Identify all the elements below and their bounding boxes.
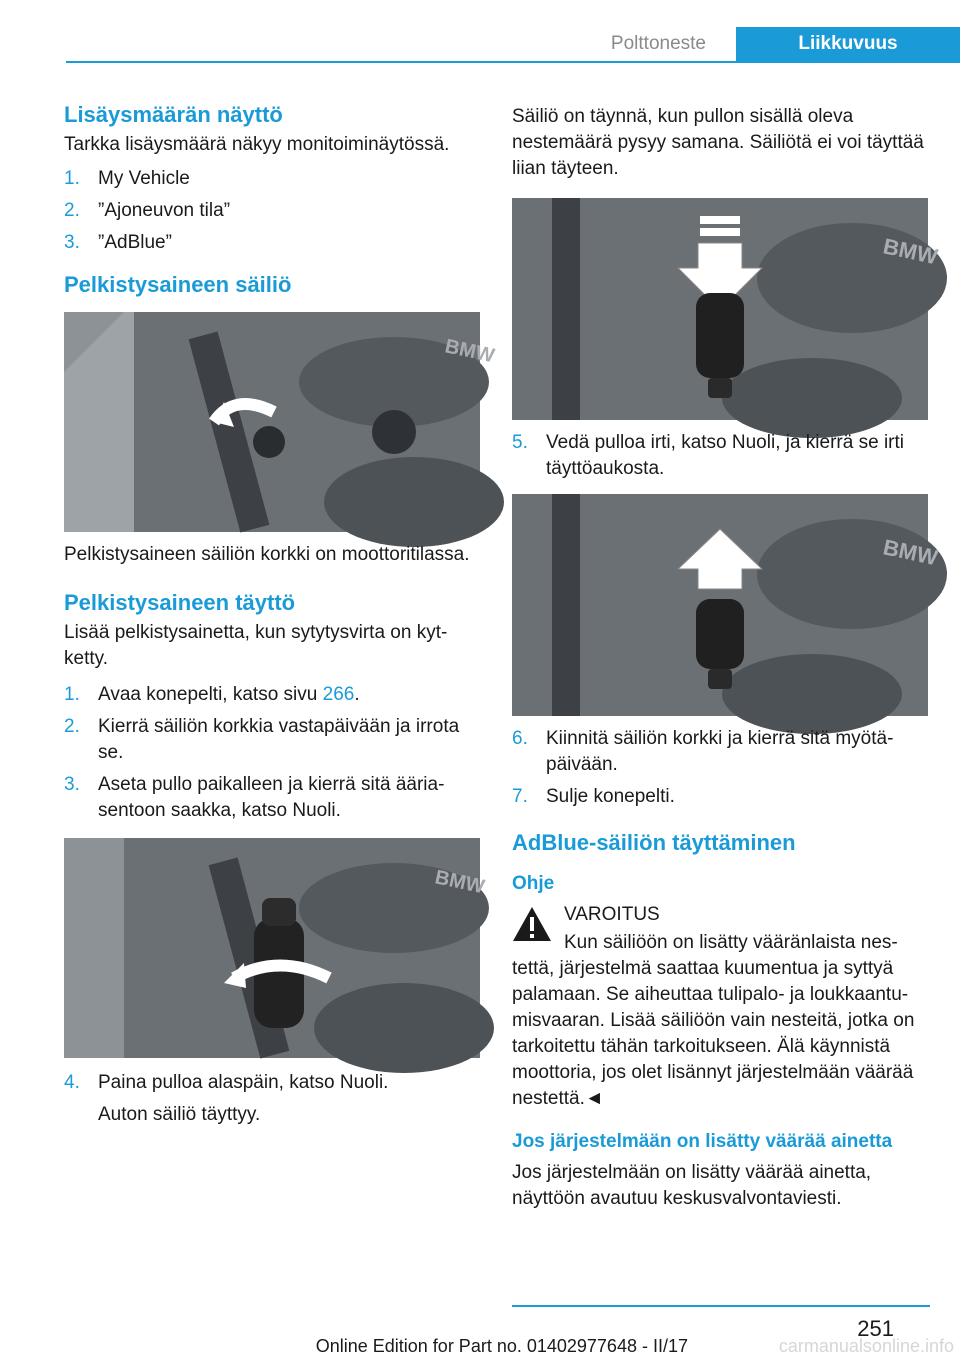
warning-heading: VAROITUS: [564, 904, 660, 925]
step-text: Sulje konepelti.: [546, 786, 675, 807]
step-number: 1.: [64, 168, 80, 189]
step-text: Paina pulloa alaspäin, katso Nuoli.: [98, 1072, 389, 1093]
bmw-engine-label: BMW: [432, 866, 487, 899]
step-number: 3.: [64, 774, 80, 795]
list-item: [512, 430, 928, 482]
list-item: [64, 682, 480, 708]
step-text: My Vehicle: [98, 168, 190, 189]
engine-bay-photo-cap: [64, 312, 497, 532]
step-subtext: Auton säiliö täyttyy.: [98, 1104, 261, 1125]
bmw-engine-label: BMW: [880, 534, 940, 571]
bmw-engine-label: BMW: [442, 335, 497, 368]
step-text-end: .: [354, 684, 360, 705]
footer-divider: [512, 1305, 930, 1307]
edition-text: Online Edition for Part no. 01402977648 - II/17: [315, 1336, 688, 1356]
bmw-engine-label: BMW: [880, 233, 940, 270]
step-number: 2.: [64, 200, 80, 221]
tab-liikkuvuus[interactable]: Liikkuvuus: [736, 27, 960, 61]
engine-bay-photo-pull-up: [512, 494, 940, 714]
list-item: [512, 726, 928, 778]
list-item: [64, 772, 480, 824]
warning-text: Kun säiliöön on lisätty vääränlaista nestettä, järjestelmä saattaa kuumentua ja syttyä palamaan. Se aiheuttaa tulipalo- ja loukkaantumisvaaran. Lisää säiliöön vain nesteitä, jotka on tarkoitettu tähän tarkoitukseen. Älä käynnistä moottoria, jos olet lisännyt järjestelmään väärää nestettä.◄: [512, 932, 915, 1109]
list-item: [512, 784, 928, 810]
list-item: [64, 230, 480, 256]
page-link[interactable]: 266: [322, 684, 355, 705]
intro-text: Säiliö on täynnä, kun pullon sisällä oleva nestemäärä pysyy samana. Säiliötä ei voi täyttää liian täyteen.: [512, 106, 924, 179]
right-column: [512, 104, 940, 1212]
engine-bay-photo-press-down: [512, 198, 940, 418]
subsection-title-wrong-fluid: Jos järjestelmään on lisätty väärää ainetta: [512, 1131, 893, 1152]
section-title-adblue: AdBlue-säiliön täyttäminen: [512, 830, 796, 855]
step-text: Kierrä säiliön korkkia vastapäivään ja irrota se.: [98, 716, 460, 763]
warning-triangle-icon: [512, 906, 552, 950]
list-item: [64, 198, 480, 224]
step-text: ”Ajoneuvon tila”: [98, 200, 231, 221]
step-number: 5.: [512, 432, 528, 453]
steps-list: [64, 166, 480, 256]
section-text: Lisää pelkistysainetta, kun sytytysvirta on kytketty.: [64, 622, 448, 669]
step-text: Aseta pullo paikalleen ja kierrä sitä ääriasentoon saakka, katso Nuoli.: [98, 774, 445, 821]
step-text: Avaa konepelti, katso sivu: [98, 684, 323, 705]
watermark: carmanualsonline.info: [778, 1336, 954, 1356]
page-number: 251: [857, 1316, 894, 1341]
step-number: 7.: [512, 786, 528, 807]
step-text: Vedä pulloa irti, katso Nuoli, ja kierrä se irti täyttöaukosta.: [546, 432, 904, 479]
note-title: Ohje: [512, 873, 555, 894]
list-item: [64, 714, 480, 766]
top-navigation: [66, 27, 960, 63]
step-number: 6.: [512, 728, 528, 749]
step-number: 4.: [64, 1072, 80, 1093]
steps-list: [64, 1070, 480, 1096]
section-title-taytto: Pelkistysaineen täyttö: [64, 590, 296, 615]
warning-block: [512, 902, 928, 928]
steps-list: [64, 682, 480, 824]
subsection-text: Jos järjestelmään on lisätty väärää ainetta, näyttöön avautuu keskusvalvontaviesti.: [512, 1162, 872, 1209]
step-text: Kiinnitä säiliön korkki ja kierrä sitä myötäpäivään.: [546, 728, 894, 775]
list-item: [64, 1070, 480, 1096]
list-item: [64, 166, 480, 192]
tab-polttoneste[interactable]: Polttoneste: [610, 33, 706, 54]
section-text: Tarkka lisäysmäärä näkyy monitoiminäytössä.: [64, 134, 450, 155]
step-text: ”AdBlue”: [98, 232, 172, 253]
section-title-lisaysmaara: Lisäysmäärän näyttö: [64, 102, 283, 127]
step-number: 3.: [64, 232, 80, 253]
step-number: 1.: [64, 684, 80, 705]
image-caption: Pelkistysaineen säiliön korkki on moottoritilassa.: [64, 544, 470, 565]
section-title-sailio: Pelkistysaineen säiliö: [64, 272, 292, 297]
steps-list: [512, 430, 928, 482]
left-column: [64, 100, 497, 1128]
engine-bay-photo-bottle-install: [64, 838, 487, 1058]
step-number: 2.: [64, 716, 80, 737]
steps-list: [512, 726, 928, 810]
